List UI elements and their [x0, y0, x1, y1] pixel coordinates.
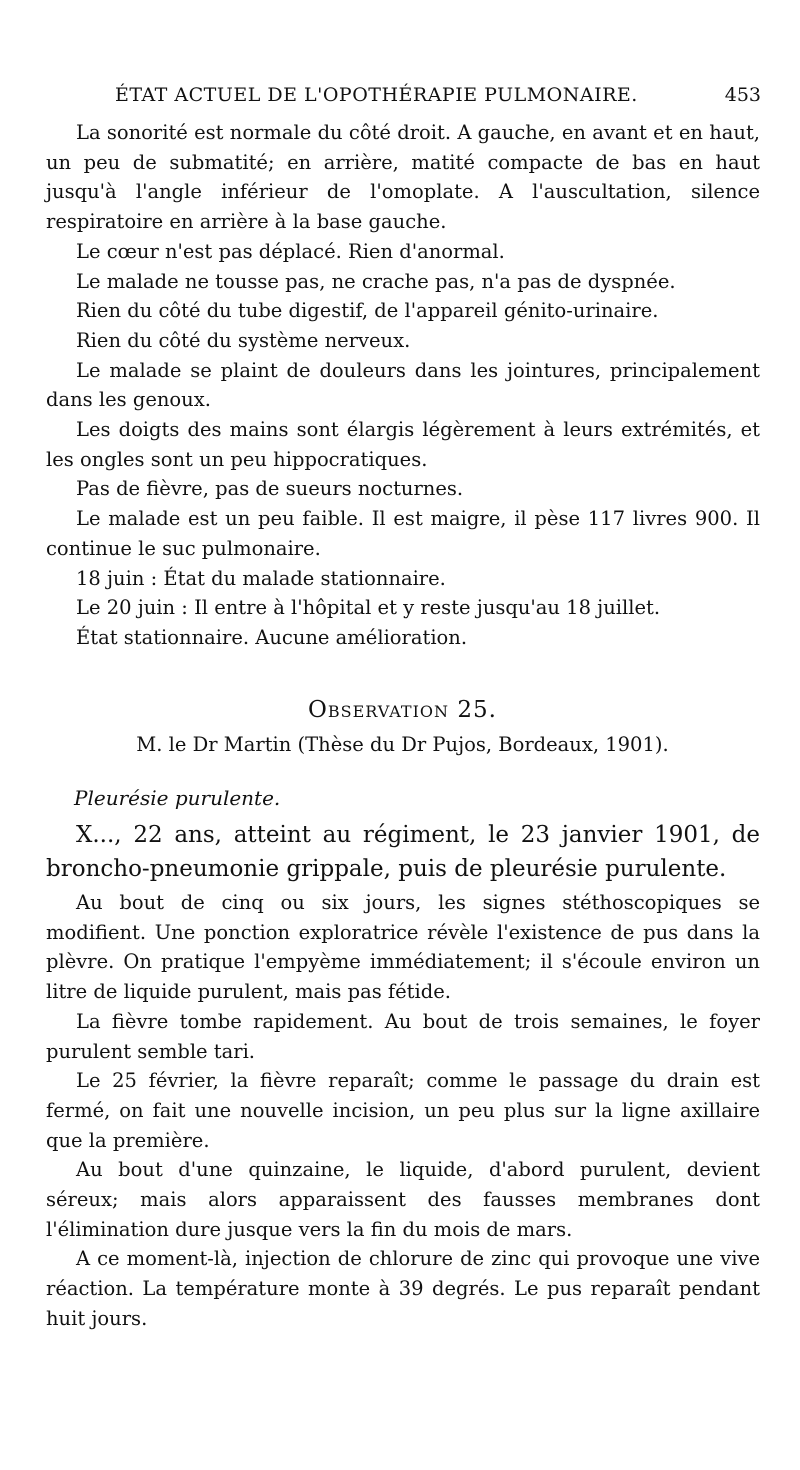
observation-lead: [46, 818, 760, 886]
paragraph: Le malade ne tousse pas, ne crache pas, n'a pas de dyspnée.: [76, 269, 676, 293]
paragraph: Le malade se plaint de douleurs dans les jointures, principalement dans les genoux.: [46, 358, 760, 412]
paragraph: La fièvre tombe rapidement. Au bout de trois semaines, le foyer purulent semble tari.: [46, 1009, 760, 1063]
paragraph: 18 juin : État du malade stationnaire.: [76, 566, 446, 590]
running-title: ÉTAT ACTUEL DE L'OPOTHÉRAPIE PULMONAIRE.: [115, 84, 638, 106]
observation-heading-word: Observation: [308, 697, 450, 723]
page-number: 453: [724, 84, 761, 106]
case-continuation: [46, 118, 760, 653]
observation-heading: [40, 697, 765, 723]
paragraph: Rien du côté du tube digestif, de l'appareil génito-urinaire.: [76, 299, 659, 323]
paragraph: La sonorité est normale du côté droit. A gauche, en avant et en haut, un peu de submatité; en arrière, matité compacte de bas en haut jusqu'à l'angle inférieur de l'omoplate. A l'auscultation, silence respiratoire en arrière à la base gauche.: [46, 121, 760, 234]
paragraph: A ce moment-là, injection de chlorure de zinc qui provoque une vive réaction. La température monte à 39 degrés. Le pus reparaît pendant huit jours.: [46, 1247, 760, 1330]
paragraph: Rien du côté du système nerveux.: [76, 328, 411, 352]
paragraph: Au bout d'une quinzaine, le liquide, d'abord purulent, devient séreux; mais alors apparaissent des fausses membranes dont l'élimination dure jusque vers la fin du mois de mars.: [46, 1158, 760, 1241]
paragraph: Les doigts des mains sont élargis légèrement à leurs extrémités, et les ongles sont un peu hippocratiques.: [46, 418, 760, 471]
running-head: [40, 78, 765, 110]
paragraph: Pas de fièvre, pas de sueurs nocturnes.: [76, 477, 464, 501]
lead-paragraph: X..., 22 ans, atteint au régiment, le 23 janvier 1901, de broncho-pneumonie grippale, puis de pleurésie purulente.: [46, 822, 760, 882]
paragraph: Le 20 juin : Il entre à l'hôpital et y reste jusqu'au 18 juillet.: [76, 596, 661, 620]
observation-number: 25.: [457, 697, 497, 723]
observation-body: [46, 888, 760, 1334]
paragraph: Le 25 février, la fièvre reparaît; comme le passage du drain est fermé, on fait une nouvelle incision, un peu plus sur la ligne axillaire que la première.: [46, 1069, 760, 1152]
paragraph: État stationnaire. Aucune amélioration.: [76, 625, 468, 649]
paragraph: Le malade est un peu faible. Il est maigre, il pèse 117 livres 900. Il continue le suc pulmonaire.: [46, 507, 760, 560]
observation-subtitle: Pleurésie purulente.: [74, 786, 281, 810]
observation-source: M. le Dr Martin (Thèse du Dr Pujos, Bordeaux, 1901).: [136, 733, 669, 756]
paragraph: Au bout de cinq ou six jours, les signes stéthoscopiques se modifient. Une ponction exploratrice révèle l'existence de pus dans la plèvre. On pratique l'empyème immédiatement; il s'écoule environ un litre de liquide purulent, mais pas fétide.: [46, 891, 760, 1004]
paragraph: Le cœur n'est pas déplacé. Rien d'anormal.: [76, 239, 505, 263]
document-page: [40, 0, 765, 1470]
